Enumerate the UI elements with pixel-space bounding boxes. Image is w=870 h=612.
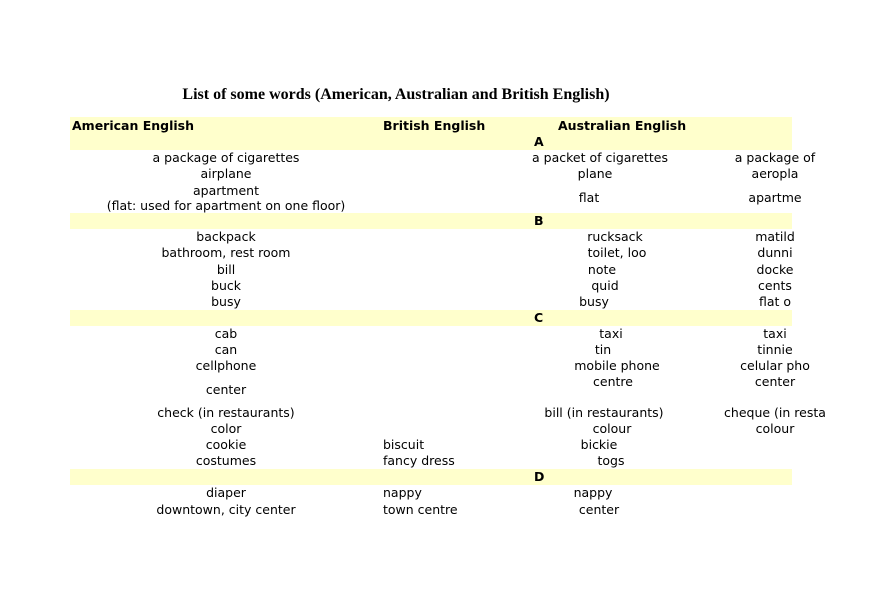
other-cell: a package of xyxy=(734,150,816,165)
british-cell: fancy dress xyxy=(383,453,455,468)
american-cell: airplane xyxy=(200,166,252,181)
american-cell: can xyxy=(214,342,238,357)
other-cell: colour xyxy=(755,421,795,436)
american-cell: costumes xyxy=(195,453,257,468)
section-band-b xyxy=(70,213,792,229)
australian-cell: center xyxy=(578,502,620,517)
australian-cell: centre xyxy=(593,374,633,389)
australian-cell: rucksack xyxy=(587,229,643,244)
american-cell: backpack xyxy=(196,229,256,244)
australian-cell: quid xyxy=(591,278,619,293)
other-cell: aeropla xyxy=(751,166,799,181)
american-cell: check (in restaurants) xyxy=(157,405,295,420)
other-cell: celular pho xyxy=(740,358,810,373)
section-letter: D xyxy=(534,469,545,484)
american-note-cell: (flat: used for apartment on one floor) xyxy=(106,198,346,213)
other-cell: dunni xyxy=(757,245,793,260)
section-band-c xyxy=(70,310,792,326)
british-cell: nappy xyxy=(383,485,422,500)
section-letter: A xyxy=(534,134,544,149)
american-cell: cab xyxy=(214,326,238,341)
section-band-a xyxy=(70,134,792,150)
other-cell: center xyxy=(754,374,796,389)
american-cell: downtown, city center xyxy=(156,502,296,517)
australian-cell: nappy xyxy=(573,485,613,500)
australian-cell: plane xyxy=(577,166,613,181)
american-cell: diaper xyxy=(206,485,246,500)
other-cell: cheque (in resta xyxy=(724,405,826,420)
header-australian: Australian English xyxy=(558,118,687,133)
header-american: American English xyxy=(72,118,195,133)
australian-cell: flat xyxy=(578,190,600,205)
australian-cell: busy xyxy=(579,294,609,309)
australian-cell: mobile phone xyxy=(574,358,660,373)
other-cell: flat o xyxy=(758,294,792,309)
other-cell: matild xyxy=(755,229,795,244)
section-letter: B xyxy=(534,213,544,228)
american-cell: apartment xyxy=(193,183,259,198)
other-cell: taxi xyxy=(763,326,787,341)
british-cell: town centre xyxy=(383,502,458,517)
american-cell: center xyxy=(205,382,247,397)
table-header xyxy=(70,117,792,134)
american-cell: bathroom, rest room xyxy=(161,245,291,260)
other-cell: tinnie xyxy=(757,342,793,357)
header-british: British English xyxy=(383,118,486,133)
other-cell: cents xyxy=(758,278,792,293)
page-title: List of some words (American, Australian and British English) xyxy=(182,86,610,103)
american-cell: buck xyxy=(211,278,241,293)
american-cell: bill xyxy=(216,262,236,277)
section-letter: C xyxy=(534,310,544,325)
australian-cell: bill (in restaurants) xyxy=(544,405,664,420)
american-cell: cookie xyxy=(205,437,247,452)
australian-cell: togs xyxy=(597,453,625,468)
australian-cell: tin xyxy=(594,342,612,357)
american-cell: busy xyxy=(211,294,241,309)
american-cell: color xyxy=(210,421,242,436)
australian-cell: toilet, loo xyxy=(587,245,647,260)
australian-cell: colour xyxy=(592,421,632,436)
other-cell: docke xyxy=(756,262,794,277)
other-cell: apartme xyxy=(748,190,802,205)
australian-cell: a packet of cigarettes xyxy=(532,150,668,165)
american-cell: a package of cigarettes xyxy=(152,150,300,165)
australian-cell: note xyxy=(587,262,617,277)
american-cell: cellphone xyxy=(195,358,257,373)
british-cell: biscuit xyxy=(383,437,425,452)
australian-cell: taxi xyxy=(599,326,623,341)
australian-cell: bickie xyxy=(580,437,618,452)
section-band-d xyxy=(70,469,792,485)
